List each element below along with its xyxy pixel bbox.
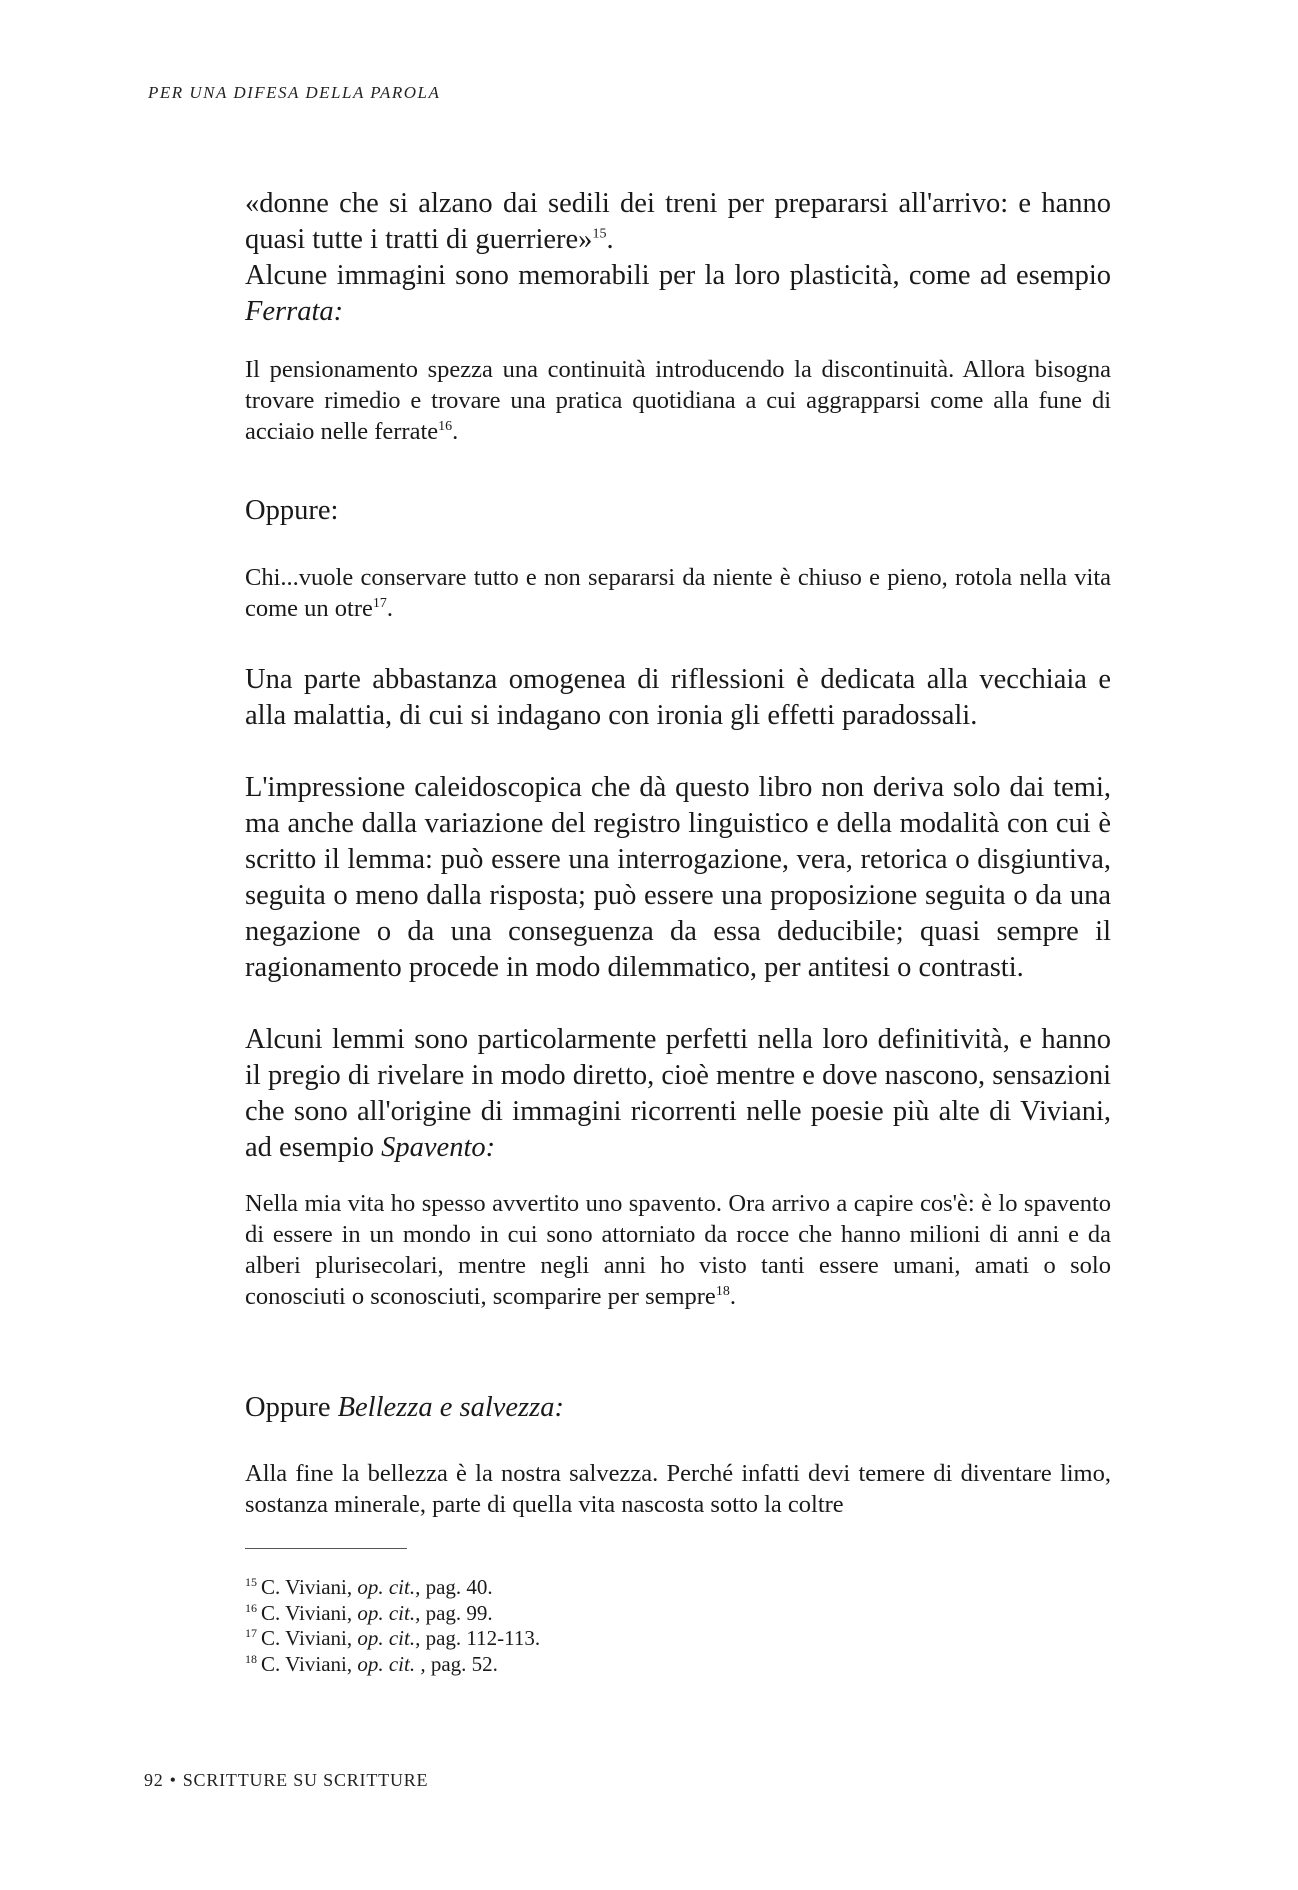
block-quote-3-text: Nella mia vita ho spesso avvertito uno spavento. Ora arrivo a capire cos'è: è lo spavento di essere in un mondo in cui sono attorniato da rocce che hanno milioni di anni e da alberi plurisecolari, mentre negli anni ho visto tanti essere umani, amati o solo conosciuti o sconosciuti, scomparire per sempre <box>245 1190 1111 1310</box>
footnote-ref-16[interactable]: 16 <box>438 418 453 434</box>
paragraph-1-text: «donne che si alzano dai sedili dei treni per prepararsi all'arrivo: e hanno quasi tutte i tratti di guerriere» <box>245 188 1111 255</box>
block-quote-4 <box>245 1458 1111 1520</box>
paragraph-4-text: L'impressione caleidoscopica che dà questo libro non deriva solo dai temi, ma anche dalla variazione del registro linguistico e della modalità con cui è scritto il lemma: può essere una interrogazione, vera, retorica o disgiuntiva, seguita o meno dalla risposta; può essere una proposizione seguita o da una negazione o da una conseguenza da essa deducibile; quasi sempre il ragionamento procede in modo dilemmatico, per antitesi o contrasti. <box>245 772 1111 983</box>
paragraph-2 <box>245 258 1111 330</box>
paragraph-5-text: Alcuni lemmi sono particolarmente perfetti nella loro definitività, e hanno il pregio di rivelare in modo diretto, cioè mentre e dove nascono, sensazioni che sono all'origine di immagini ricorrenti nelle poesie più alte di Viviani, ad esempio <box>245 1024 1111 1163</box>
footnote-17: $^{17}$ C. Viviani, op. cit., pag. 112-113. <box>245 1626 541 1650</box>
footnote-ref-15[interactable]: 15 <box>592 226 607 242</box>
footnote-ref-17[interactable]: 17 <box>372 595 387 611</box>
block-quote-2: Chi...vuole conservare tutto e non separarsi da niente è chiuso e pieno, rotola nella vita come un otre$^{17}$. <box>245 564 1111 622</box>
paragraph-4 <box>245 770 1111 986</box>
block-quote-1-text: Il pensionamento spezza una continuità introducendo la discontinuità. Allora bisogna trovare rimedio e trovare una pratica quotidiana a cui aggrapparsi come alla fune di acciaio nelle ferrate <box>245 356 1111 445</box>
oppure-1 <box>245 493 1111 529</box>
paragraph-1: «donne che si alzano dai sedili dei treni per prepararsi all'arrivo: e hanno quasi tutte i tratti di guerriere»$^{15}$. <box>245 188 1111 255</box>
oppure-2 <box>245 1390 1111 1426</box>
footnote-15: $^{15}$ C. Viviani, op. cit., pag. 40. <box>245 1575 493 1599</box>
running-head: PER UNA DIFESA DELLA PAROLA <box>148 83 441 102</box>
footnotes <box>245 1575 945 1677</box>
lemma-title-spavento: Spavento: <box>381 1132 496 1163</box>
book-title: SCRITTURE SU SCRITTURE <box>182 1770 429 1790</box>
lemma-title-bellezza: Bellezza e salvezza: <box>337 1392 564 1423</box>
paragraph-3 <box>245 662 1111 734</box>
footnote-ref-18[interactable]: 18 <box>715 1283 730 1299</box>
paragraph-5 <box>245 1022 1111 1166</box>
oppure-2-text: Oppure <box>245 1392 338 1423</box>
footnote-divider <box>245 1548 407 1549</box>
folio-separator: • <box>169 1770 177 1790</box>
page-number: 92 <box>144 1770 164 1790</box>
lemma-title-ferrata: Ferrata: <box>245 296 344 327</box>
block-quote-2-text: Chi...vuole conservare tutto e non separarsi da niente è chiuso e pieno, rotola nella vita come un otre <box>245 564 1111 622</box>
paragraph-2-text: Alcune immagini sono memorabili per la loro plasticità, come ad esempio <box>245 260 1111 291</box>
paragraph-3-text: Una parte abbastanza omogenea di riflessioni è dedicata alla vecchiaia e alla malattia, di cui si indagano con ironia gli effetti paradossali. <box>245 664 1111 731</box>
oppure-1-text: Oppure: <box>245 495 339 526</box>
footnote-16: $^{16}$ C. Viviani, op. cit., pag. 99. <box>245 1600 493 1625</box>
block-quote-4-text: Alla fine la bellezza è la nostra salvezza. Perché infatti devi temere di diventare limo, sostanza minerale, parte di quella vita nascosta sotto la coltre <box>245 1460 1111 1518</box>
footnote-18: $^{18}$ C. Viviani, op. cit. , pag. 52. <box>245 1651 498 1676</box>
folio <box>144 1770 428 1791</box>
block-quote-1: Il pensionamento spezza una continuità introducendo la discontinuità. Allora bisogna trovare rimedio e trovare una pratica quotidiana a cui aggrapparsi come alla fune di acciaio nelle ferrate$^{16}$. <box>245 356 1111 445</box>
block-quote-3: Nella mia vita ho spesso avvertito uno spavento. Ora arrivo a capire cos'è: è lo spavento di essere in un mondo in cui sono attorniato da rocce che hanno milioni di anni e da alberi plurisecolari, mentre negli anni ho visto tanti essere umani, amati o solo conosciuti o sconosciuti, scomparire per sempre$^{18}$. <box>245 1190 1111 1310</box>
